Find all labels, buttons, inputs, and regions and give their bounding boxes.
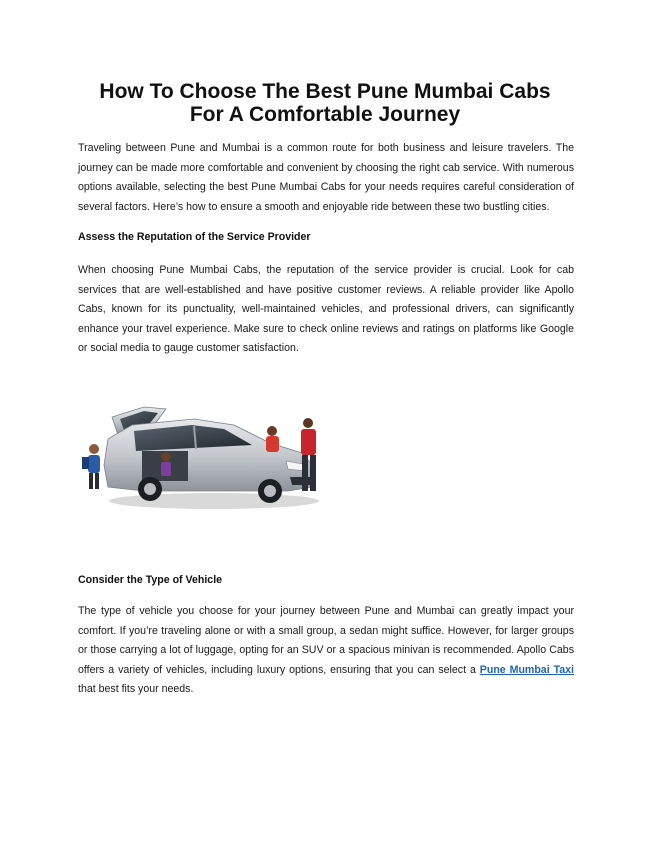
rear-wheel-rim (144, 483, 156, 495)
page-title-line-1: How To Choose The Best Pune Mumbai Cabs (99, 80, 551, 103)
vehicle-paragraph-text: The type of vehicle you choose for your journey between Pune and Mumbai can greatly impact your comfort. If you’re traveling alone or with a small group, a sedan might suffice. However, for larger groups or those carrying a lot of luggage, opting for an SUV or a spacious minivan is recommended. Apollo Cabs offers a variety of vehicles, including luxury options, ensuring that you can select a (78, 605, 574, 676)
child-in-car-figure (161, 453, 171, 477)
vehicle-paragraph-tail: that best fits your needs. (78, 683, 194, 695)
family-minivan-image (74, 395, 332, 513)
pune-mumbai-taxi-link[interactable]: Pune Mumbai Taxi (479, 663, 574, 676)
section-heading-vehicle: Consider the Type of Vehicle (78, 574, 223, 586)
section-heading-reputation: Assess the Reputation of the Service Provider (78, 231, 311, 243)
reputation-paragraph: When choosing Pune Mumbai Cabs, the reputation of the service provider is crucial. Look for cab services that are well-established and have positive customer reviews. A reliable provider like Apollo Cabs, known for its punctuality, well-maintained vehicles, and professional drivers, can significantly enhance your travel experience. Make sure to check online reviews and ratings on platforms like Google or social media to gauge customer satisfaction. (78, 264, 574, 354)
child-figure (82, 444, 100, 489)
vehicle-paragraph (78, 602, 574, 700)
page-title-line-2: For A Comfortable Journey (189, 103, 461, 126)
front-wheel-rim (264, 485, 276, 497)
page-title (60, 80, 590, 126)
intro-paragraph: Traveling between Pune and Mumbai is a common route for both business and leisure travelers. The journey can be made more comfortable and convenient by choosing the right cab service. With numerous options available, selecting the best Pune Mumbai Cabs for your needs requires careful consideration of several factors. Here’s how to ensure a smooth and enjoyable ride between these two bustling cities. (78, 142, 574, 213)
front-grille (290, 477, 312, 485)
woman-figure (266, 426, 279, 452)
